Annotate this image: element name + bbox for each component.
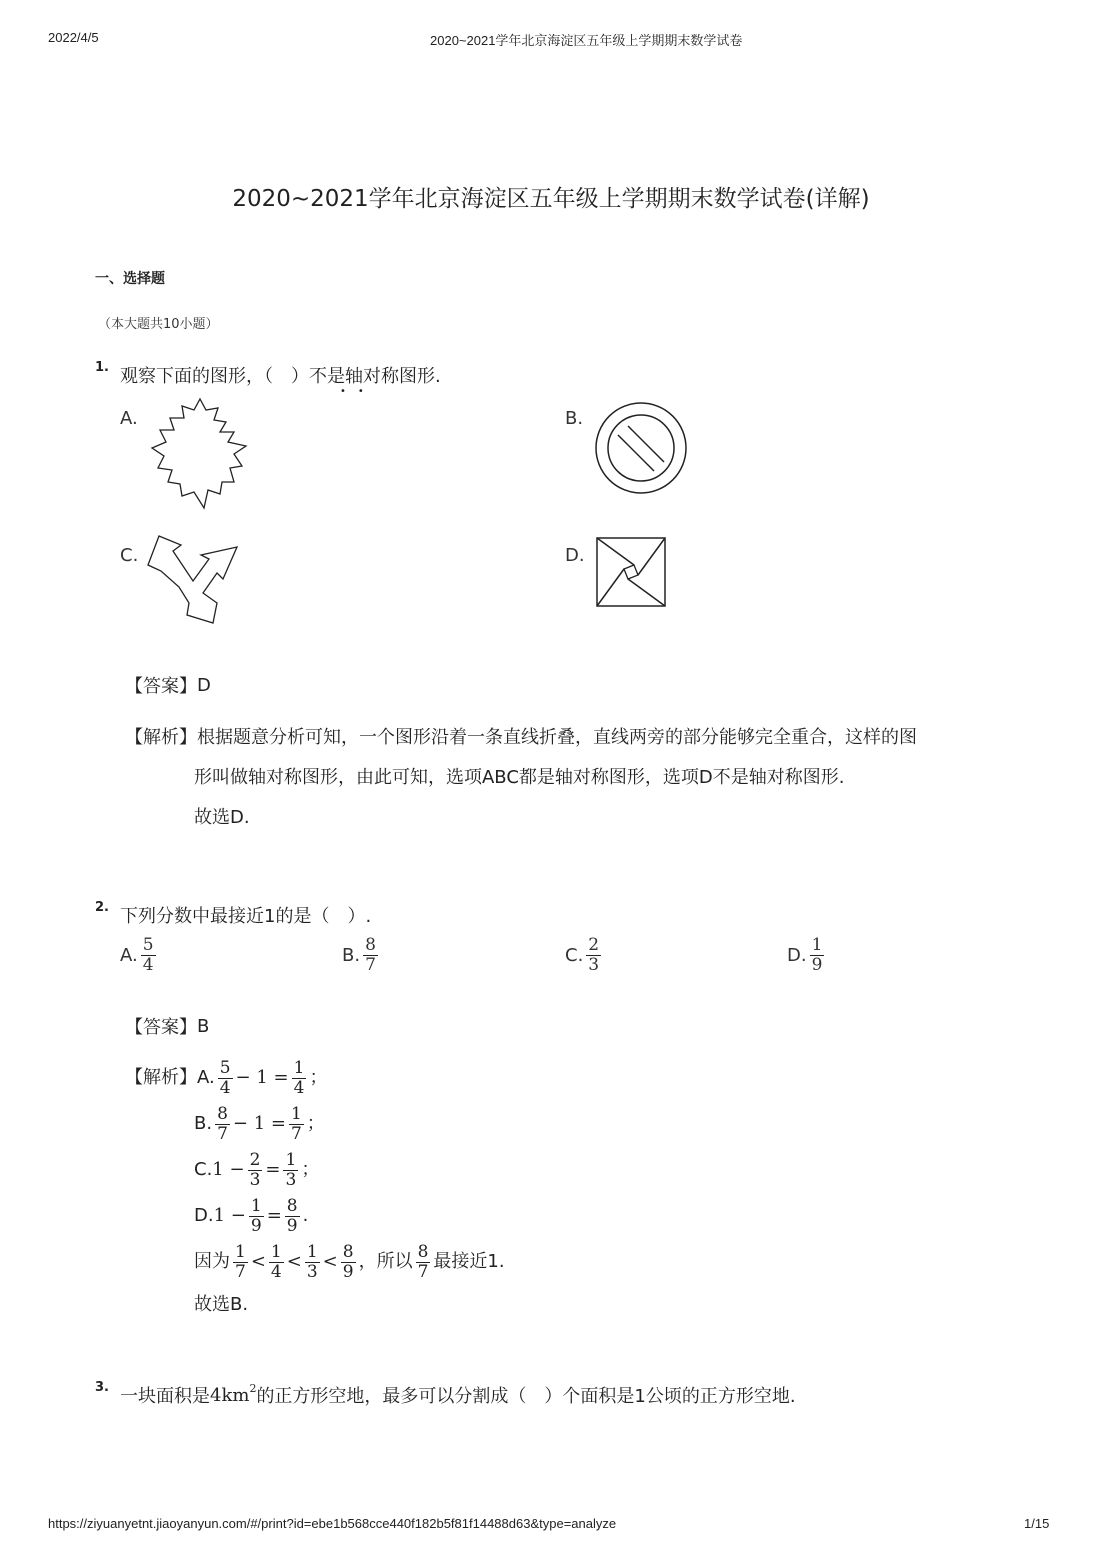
print-doc-title: 2020~2021学年北京海淀区五年级上学期期末数学试卷 [430,33,743,48]
q1-option-b-figure-no-entry [592,402,690,498]
q2-step-c-op: = [265,1159,281,1180]
q2-step-d-end: . [302,1205,309,1226]
q2-option-c-label: C. [565,945,584,966]
section-heading: 一、选择题 [95,271,165,287]
q1-option-c-figure-arrows [145,533,245,628]
q2-because-pre: 因为 [194,1251,230,1272]
question-text-3 [120,1382,796,1408]
q2-answer [125,1013,209,1039]
q2-step-b-label: B. [194,1113,213,1134]
question-number-1: 1. [95,360,109,375]
q2-option-b-label: B. [342,945,361,966]
question-text-1-part-a: 观察下面的图形，（ ） [120,366,309,387]
question-text-3-part-a: 一块面积是 [120,1386,210,1407]
q1-explanation-label: 【解析】 [125,727,197,748]
q2-option-b-fraction: $\frac{8}{7}$ [365,935,376,975]
q2-option-c [565,936,604,975]
q1-answer [125,672,211,698]
q2-option-d-label: D. [787,945,807,966]
q2-step-a-label: A. [197,1067,215,1088]
q1-explanation-line-1: 根据题意分析可知，一个图形沿着一条直线折叠，直线两旁的部分能够完全重合，这样的图 [197,727,917,748]
q2-explanation: 【解析】 A. $\frac{5}{4}$ − 1 = $\frac{1}{4}$ ； B. $\frac{8}{7}$ − 1 = $\frac{1}{7}$ ； C. 1 − $\frac{2}{3}$ = $\frac{1}{3}$ ； D. 1 − $\frac{1}{9}$ = $\frac{8}{9}$ . 因为 $\frac{1}{7}$ < $\frac{1}{4}$ < $\frac{1}{3}$ < $\frac{8}{9}$ ，所以 $\frac{8}{7}$ 最接近1. 故选B. [125,1055,1025,1325]
q1-explanation [125,718,1025,838]
q1-option-b-label: B. [565,408,584,429]
q2-step-d-label: D. [194,1205,214,1226]
q2-explanation-label: 【解析】 [125,1067,197,1088]
q2-option-d-fraction: $\frac{1}{9}$ [811,935,823,975]
question-number-3: 3. [95,1380,109,1395]
question-number-2: 2. [95,900,109,915]
q1-answer-label: 【答案】 [125,676,197,697]
q2-step-a-op: − 1 = [235,1067,289,1088]
q1-option-a-figure-snowflake [150,396,250,514]
page-title: 2020~2021学年北京海淀区五年级上学期期末数学试卷(详解) [232,186,870,212]
q1-explanation-line-2: 形叫做轴对称图形，由此可知，选项ABC都是轴对称图形，选项D不是轴对称图形. [194,767,845,788]
question-text-1 [120,362,441,388]
q2-option-c-fraction: $\frac{2}{3}$ [588,935,600,975]
q1-explanation-line-3: 故选D. [194,807,250,828]
emphasis-dots: •• [340,386,376,397]
q2-step-a-end: ； [309,1067,328,1088]
q1-option-a-label: A. [120,408,138,429]
question-text-1-emphasis: 不是 [309,366,345,387]
q2-option-d [787,936,827,975]
question-text-3-value: 4km [210,1384,250,1406]
print-date: 2022/4/5 [48,30,99,45]
footer-page-number: 1/15 [1024,1516,1050,1531]
q2-option-a-label: A. [120,945,138,966]
question-text-3-part-b: 的正方形空地，最多可以分割成（ ）个面积是1公顷的正方形空地. [256,1386,796,1407]
q2-conclusion: 故选B. [194,1294,249,1315]
q1-option-d-label: D. [565,545,585,566]
q2-step-d-pre: 1 − [213,1205,246,1226]
footer-url: https://ziyuanyetnt.jiaoyanyun.com/#/print?id=ebe1b568cce440f182b5f81f14488d63&type=analyze [48,1516,617,1531]
q1-option-c-label: C. [120,545,139,566]
q2-because-mid: ，所以 [358,1251,413,1272]
q2-step-c-label: C. [194,1159,213,1180]
q2-step-d-op: = [266,1205,282,1226]
q1-option-d-figure-pinwheel-square [594,535,668,609]
q2-step-b-op: − 1 = [232,1113,286,1134]
q2-answer-value: B [197,1015,210,1037]
question-text-3-superscript: 2 [249,1382,257,1395]
question-text-1-part-c: 轴对称图形. [345,366,441,387]
q2-option-b [342,936,381,975]
q1-answer-value: D [197,674,211,696]
question-text-2: 下列分数中最接近1的是（ ）. [120,906,372,927]
section-note: （本大题共10小题） [98,317,219,332]
q2-step-c-pre: 1 − [212,1159,245,1180]
q2-option-a-fraction: $\frac{5}{4}$ [142,935,154,975]
q2-because-post: 最接近1. [433,1251,505,1272]
q2-answer-label: 【答案】 [125,1017,197,1038]
q2-comparison: 因为 $\frac{1}{7}$ < $\frac{1}{4}$ < $\frac{1}{3}$ < $\frac{8}{9}$ ，所以 $\frac{8}{7}$ 最接近1. [125,1239,1025,1285]
q2-option-a [120,936,159,975]
q2-step-c-end: ； [301,1159,320,1180]
q2-step-b-end: ； [306,1113,325,1134]
